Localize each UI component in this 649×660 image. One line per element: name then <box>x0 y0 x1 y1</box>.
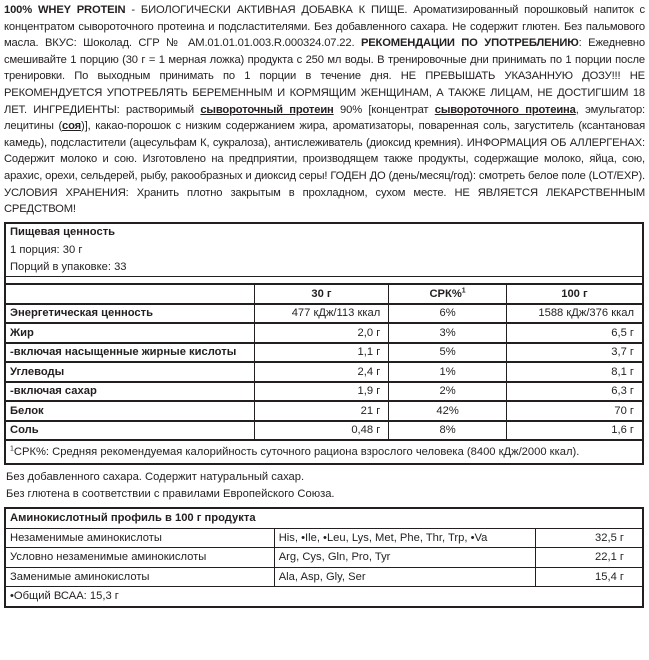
value-rdi: 5% <box>389 343 507 363</box>
nutrition-row-energy <box>5 304 643 324</box>
value-30g: 1,9 г <box>254 382 389 402</box>
description-part-5: )], какао-порошок с низким содержанием жира, ароматизаторы, поваренная соль, загуститель (ксантановая камедь), подсластители (ацесульфам К, сукралоза), антислеживатель (диоксид кремния). ИНФОРМАЦИЯ ОБ АЛЛЕРГЕНАХ: Содержит молоко и сою. Изготовлено на предприятии, производящем также продукты, содержащие молоко, яйца, сою, арахис, орехи, сельдерей, рыбу, ракообразных и диоксид серы! ГОДЕН ДО (день/месяц/год): смотреть белое поле (LOT/EXP). УСЛОВИЯ ХРАНЕНИЯ: Хранить плотно закрытым в прохладном, сухом месте. НЕ ЯВЛЯЕТСЯ ЛЕКАРСТВЕННЫМ СРЕДСТВОМ! <box>4 120 645 216</box>
servings-per-pack: Порций в упаковке: 33 <box>10 261 127 274</box>
value-100g: 8,1 г <box>506 362 643 382</box>
spacer-row <box>5 277 643 285</box>
value-30g: 2,0 г <box>254 323 389 343</box>
product-name: 100% WHEY PROTEIN <box>4 4 126 16</box>
footnote-text: СРК%: Средняя рекомендуемая калорийность суточного рациона взрослого человека (8400 кДж/2000 ккал). <box>13 446 580 459</box>
nutrition-row-protein <box>5 401 643 421</box>
nutrient-name: Энергетическая ценность <box>5 304 254 324</box>
header-rdi-label: СРК% <box>429 287 462 300</box>
amino-group-name: Незаменимые аминокислоты <box>5 528 274 548</box>
footnote-sup: 1 <box>10 445 14 453</box>
header-30g: 30 г <box>254 284 389 304</box>
serving-size: 1 порция: 30 г <box>10 243 83 256</box>
nutrition-row-sugar <box>5 382 643 402</box>
value-100g: 1588 кДж/376 ккал <box>506 304 643 324</box>
gluten-free-note: Без глютена в соответствии с правилами Европейского Союза. <box>6 488 335 501</box>
value-30g: 477 кДж/113 ккал <box>254 304 389 324</box>
value-100g: 6,3 г <box>506 382 643 402</box>
value-rdi: 1% <box>389 362 507 382</box>
value-30g: 2,4 г <box>254 362 389 382</box>
amino-value: 15,4 г <box>535 567 643 587</box>
nutrition-row-fat <box>5 323 643 343</box>
whey-protein-emphasis: сывороточный протеин <box>200 103 334 116</box>
amino-value: 32,5 г <box>535 528 643 548</box>
amino-acid-table <box>4 507 644 608</box>
nutrition-row-salt <box>5 421 643 441</box>
rdi-footnote <box>5 440 643 464</box>
nutrient-name: Жир <box>5 323 254 343</box>
description-part-1: - БИОЛОГИЧЕСКИ АКТИВНАЯ ДОБАВКА К ПИЩЕ. Ароматизированный порошковый напиток с концентратом сывороточного протеина и подсластителями. Без добавленного сахара. Не содержит глютен. Без пальмового масла. ВКУС: Шоколад. СГР № AM.01.01.01.003.R.000324.07.22. <box>4 4 645 50</box>
product-notes <box>6 469 645 503</box>
nutrition-table <box>4 222 644 466</box>
value-100g: 1,6 г <box>506 421 643 441</box>
amino-row-bcaa <box>5 587 643 607</box>
amino-list: Arg, Cys, Gln, Pro, Tyr <box>274 548 535 568</box>
recommendations-heading: РЕКОМЕНДАЦИИ ПО УПОТРЕБЛЕНИЮ <box>360 37 579 50</box>
whey-protein-emphasis-2: сывороточного протеина <box>434 103 576 116</box>
nutrition-header-row <box>5 284 643 304</box>
value-rdi: 8% <box>389 421 507 441</box>
nutrition-title: Пищевая ценность <box>10 226 116 239</box>
description-part-2: : Ежедневно смешивайте 1 порцию (30 г = 1 мерная ложка) продукта с 250 мл воды. В тренировочные дни принимать по 1 порции после тренировки. По выходным принимать по 1 порции в течение дня. НЕ ПРЕВЫШАТЬ УКАЗАННУЮ ДОЗУ!!! НЕ РЕКОМЕНДУЕТСЯ УПОТРЕБЛЯТЬ БЕРЕМЕННЫМ И КОРМЯЩИМ ЖЕНЩИНАМ, А ТАКЖЕ ЛИЦАМ, НЕ ДОСТИГШИМ 18 ЛЕТ. ИНГРЕДИЕНТЫ: растворимый <box>4 37 645 116</box>
nutrition-title-row <box>5 223 643 242</box>
value-100g: 3,7 г <box>506 343 643 363</box>
header-100g: 100 г <box>506 284 643 304</box>
bcaa-total: •Общий ВСАА: 15,3 г <box>5 587 643 607</box>
nutrient-name: Углеводы <box>5 362 254 382</box>
value-100g: 70 г <box>506 401 643 421</box>
footnote-row <box>5 440 643 464</box>
value-rdi: 3% <box>389 323 507 343</box>
value-30g: 0,48 г <box>254 421 389 441</box>
nutrient-name: -включая сахар <box>5 382 254 402</box>
description-part-3: 90% [концентрат <box>333 103 435 116</box>
nutrition-row-saturated <box>5 343 643 363</box>
amino-row-conditional <box>5 548 643 568</box>
amino-row-essential <box>5 528 643 548</box>
value-rdi: 2% <box>389 382 507 402</box>
amino-group-name: Заменимые аминокислоты <box>5 567 274 587</box>
amino-row-nonessential <box>5 567 643 587</box>
value-rdi: 42% <box>389 401 507 421</box>
header-rdi-sup: 1 <box>461 287 466 295</box>
amino-list: Ala, Asp, Gly, Ser <box>274 567 535 587</box>
value-30g: 1,1 г <box>254 343 389 363</box>
no-added-sugar-note: Без добавленного сахара. Содержит натуральный сахар. <box>6 471 305 484</box>
product-description <box>4 2 645 218</box>
nutrient-name: Соль <box>5 421 254 441</box>
value-30g: 21 г <box>254 401 389 421</box>
nutrition-row-carbs <box>5 362 643 382</box>
description-part-4: , эмульгатор: лецитины ( <box>4 103 646 133</box>
amino-title-row <box>5 508 643 528</box>
nutrient-name: -включая насыщенные жирные кислоты <box>5 343 254 363</box>
amino-list: His, •Ile, •Leu, Lys, Met, Phe, Thr, Trp, •Va <box>274 528 535 548</box>
amino-value: 22,1 г <box>535 548 643 568</box>
value-100g: 6,5 г <box>506 323 643 343</box>
header-rdi <box>389 284 507 304</box>
amino-group-name: Условно незаменимые аминокислоты <box>5 548 274 568</box>
servings-per-pack-row <box>5 259 643 277</box>
amino-title: Аминокислотный профиль в 100 г продукта <box>10 512 256 525</box>
header-empty <box>5 284 254 304</box>
soy-emphasis: соя <box>62 120 82 133</box>
nutrient-name: Белок <box>5 401 254 421</box>
serving-row <box>5 241 643 259</box>
value-rdi: 6% <box>389 304 507 324</box>
